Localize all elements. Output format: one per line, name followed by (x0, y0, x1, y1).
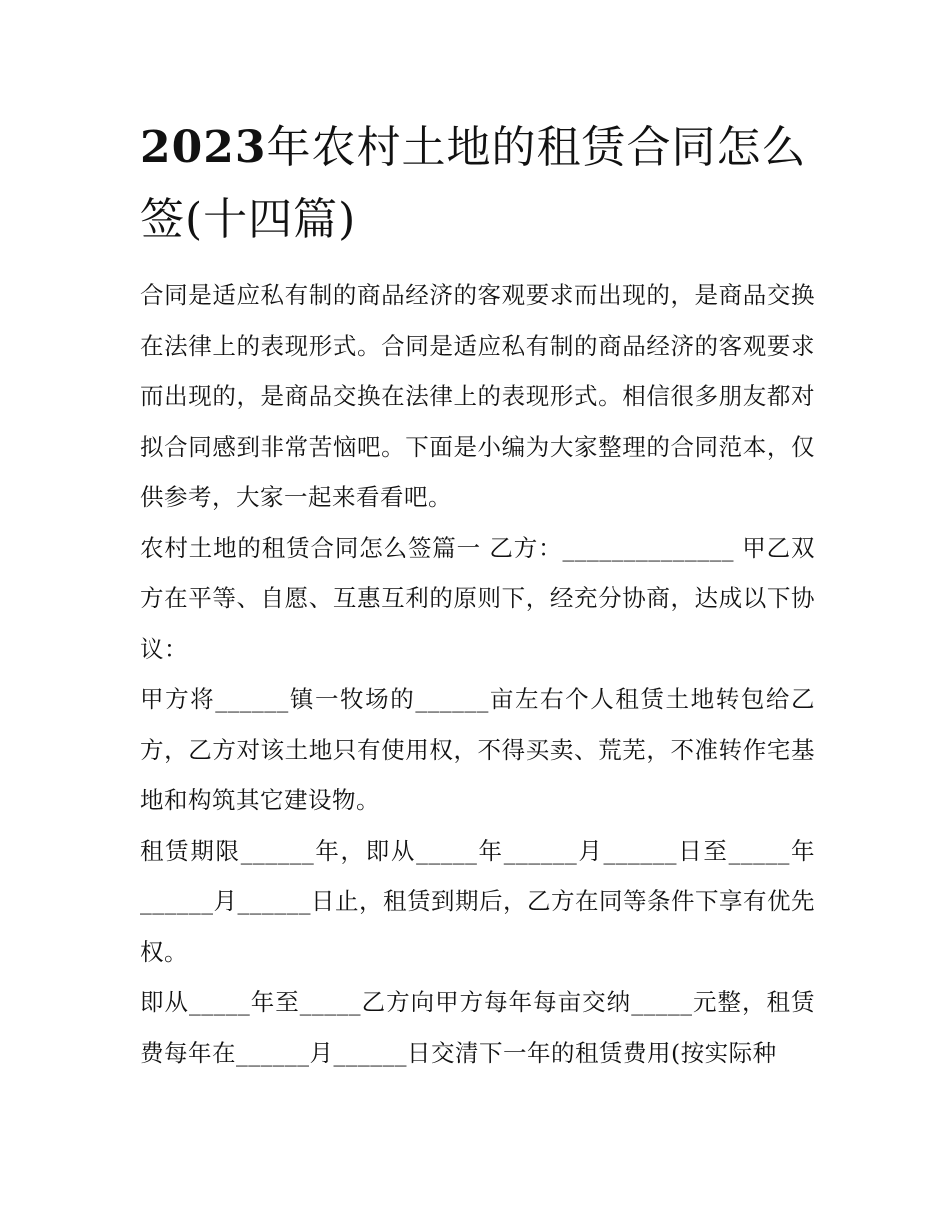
paragraph-land-transfer: 甲方将______镇一牧场的______亩左右个人租赁土地转包给乙方，乙方对该土地只有使用权，不得买卖、荒芜，不准转作宅基地和构筑其它建设物。 (140, 685, 815, 814)
paragraph-rent-payment: 即从_____年至_____乙方向甲方每年每亩交纳_____元整，租赁费每年在______月______日交清下一年的租赁费用(按实际种 (140, 988, 815, 1067)
paragraph-section-one: 农村土地的租赁合同怎么签篇一 乙方：______________ 甲乙双方在平等、自愿、互惠互利的原则下，经充分协商，达成以下协议： (140, 533, 815, 663)
title-year: 2023 (140, 122, 267, 173)
document-page (140, 112, 815, 1078)
paragraph-intro: 合同是适应私有制的商品经济的客观要求而出现的，是商品交换在法律上的表现形式。合同是适应私有制的商品经济的客观要求而出现的，是商品交换在法律上的表现形式。相信很多朋友都对拟合同感到非常苦恼吧。下面是小编为大家整理的合同范本，仅供参考，大家一起来看看吧。 (140, 281, 815, 511)
title-text: 年农村土地的租赁合同怎么签(十四篇) (140, 122, 807, 245)
paragraph-lease-term: 租赁期限______年，即从_____年______月______日至_____年______月______日止，租赁到期后，乙方在同等条件下享有优先权。 (140, 836, 815, 966)
document-title (140, 112, 815, 256)
